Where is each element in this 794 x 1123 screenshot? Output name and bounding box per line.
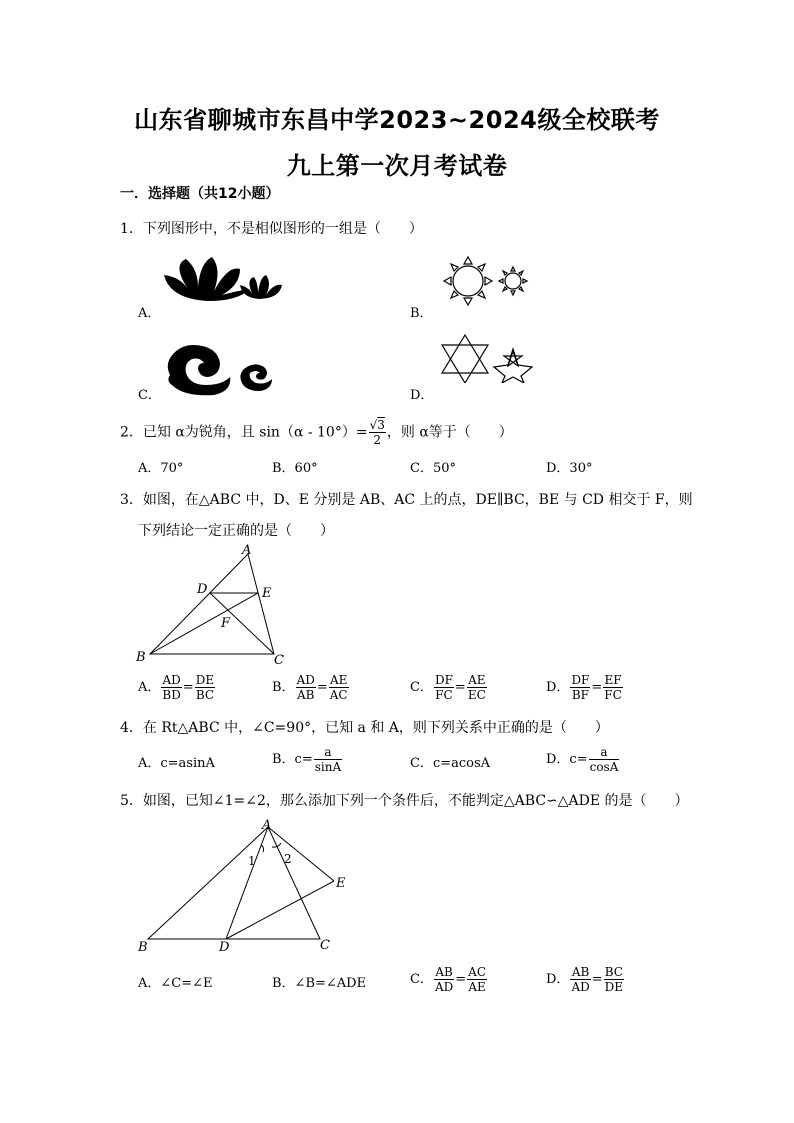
q1-option-d[interactable]: D． [410,388,434,403]
q3-label-f: F [221,616,231,631]
section-heading: 一．选择题（共12小题） [120,186,280,202]
q4-option-c[interactable]: C．c=acosA [410,756,491,771]
question-4: 4．在 Rt△ABC 中，∠C=90°，已知 a 和 A，则下列关系中正确的是（ ） [120,720,609,736]
q3-option-a[interactable]: A． $\frac{AD}{BD}$ = $\frac{DE}{BC}$ [138,673,215,702]
q5-option-c[interactable]: C． $\frac{AB}{AD}$ = $\frac{AC}{AE}$ [410,965,487,994]
q5-label-e: E [336,876,346,891]
q4-option-d[interactable]: D．c= $\frac{a}{\cos A}$ [546,745,619,774]
question-5: 5．如图，已知∠1=∠2，那么添加下列一个条件后，不能判定△ABC∽△ADE 的是（ ） [120,793,689,809]
q3-label-d: D [197,582,208,597]
q4-option-b[interactable]: B．c= $\frac{a}{\sin A}$ [272,745,342,774]
q5-label-c: C [320,938,330,953]
question-3-line2: 下列结论一定正确的是（ ） [138,523,334,539]
q5-label-b: B [138,940,148,955]
q3-option-d[interactable]: D． $\frac{DF}{BF}$ = $\frac{EF}{FC}$ [546,673,622,702]
q5-angle-1: 1 [248,854,256,868]
q5-option-a[interactable]: A．∠C=∠E [138,976,213,991]
q3-label-e: E [262,586,272,601]
q5-angle-2: 2 [284,852,292,866]
question-1: 1．下列图形中，不是相似图形的一组是（ ） [120,221,423,237]
q1-option-b[interactable]: B． [410,306,433,321]
q3-label-c: C [274,653,284,668]
page-title: 山东省聊城市东昌中学2023~2024级全校联考 [134,106,660,134]
question-3-line1: 3．如图，在△ABC 中，D、E 分别是 AB、AC 上的点，DE∥BC，BE 与 CD 相交于 F，则 [120,492,693,508]
cloud-figure [162,337,277,397]
q5-option-b[interactable]: B．∠B=∠ADE [272,976,367,991]
q2-option-c[interactable]: C．50° [410,461,456,476]
q1-option-a[interactable]: A． [138,306,161,321]
q3-label-a: A [242,543,252,558]
q5-label-d: D [219,940,230,955]
q2-option-a[interactable]: A．70° [138,461,184,476]
q4-option-a[interactable]: A．c=asinA [138,756,215,771]
q2-option-d[interactable]: D．30° [546,461,593,476]
shell-fan-figure [160,255,285,303]
q5-triangle-figure [132,815,357,958]
page-subtitle: 九上第一次月考试卷 [286,152,508,180]
q5-option-d[interactable]: D． $\frac{AB}{AD}$ = $\frac{BC}{DE}$ [546,965,624,994]
sun-figure [437,253,532,309]
question-2: 2．已知 α为锐角，且 sin（α - 10°）= $\frac{√3}{2}$ ，则 α等于（ ） [120,418,513,447]
q3-triangle-figure [132,542,302,670]
q2-option-b[interactable]: B．60° [272,461,318,476]
q3-label-b: B [136,650,146,665]
q3-option-c[interactable]: C． $\frac{DF}{FC}$ = $\frac{AE}{EC}$ [410,673,486,702]
star-figure [437,333,537,383]
q1-option-c[interactable]: C． [138,388,161,403]
q5-label-a: A [262,818,272,833]
q3-option-b[interactable]: B． $\frac{AD}{AB}$ = $\frac{AE}{AC}$ [272,673,348,702]
